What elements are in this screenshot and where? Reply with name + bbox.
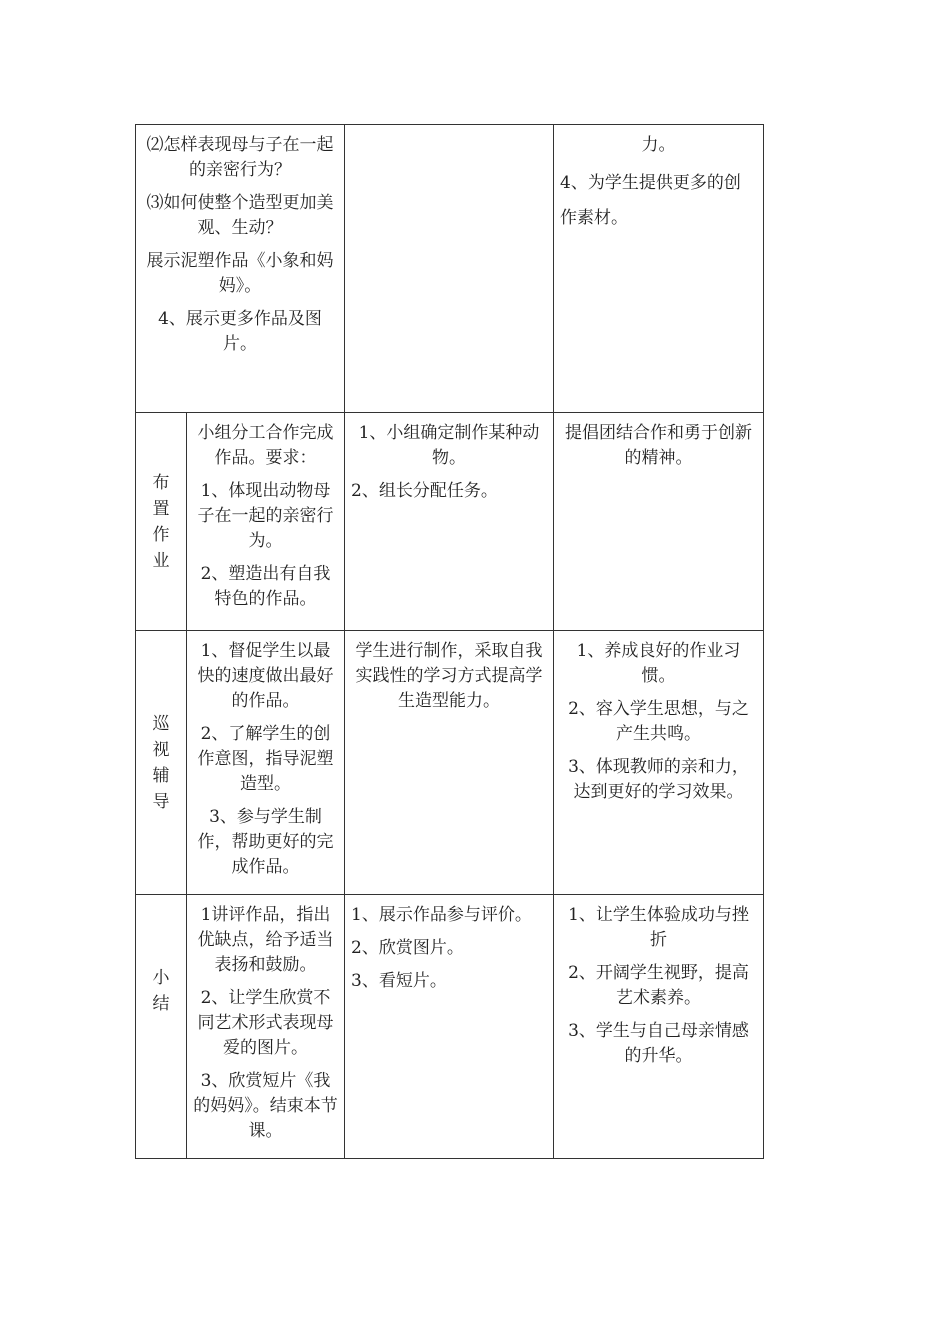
- teacher-text: 1讲评作品，指出优缺点，给予适当表扬和鼓励。: [197, 905, 334, 975]
- table-row: [136, 125, 764, 413]
- purpose-text: 力。: [641, 135, 676, 155]
- design-purpose-cell: [554, 895, 764, 1159]
- teacher-text: 1、体现出动物母子在一起的亲密行为。: [197, 481, 334, 551]
- teacher-text: 2、让学生欣赏不同艺术形式表现母爱的图片。: [197, 988, 334, 1058]
- table-row: [136, 413, 764, 631]
- student-text: 1、小组确定制作某种动物。: [358, 423, 540, 468]
- design-purpose-cell: [554, 125, 764, 413]
- purpose-text: 1、让学生体验成功与挫折: [568, 905, 749, 950]
- student-text: 2、组长分配任务。: [351, 481, 498, 501]
- purpose-text: 1、养成良好的作业习惯。: [576, 641, 741, 686]
- teacher-text: 4、展示更多作品及图片。: [158, 309, 322, 354]
- teacher-text: ⑶如何使整个造型更加美观、生动？: [146, 193, 334, 238]
- purpose-text: 3、体现教师的亲和力，达到更好的学习效果。: [568, 757, 749, 802]
- phase-label: 小结: [152, 968, 170, 1014]
- teacher-activity-cell: [187, 413, 345, 631]
- teacher-activity-cell: [187, 631, 345, 895]
- purpose-text: 2、开阔学生视野，提高艺术素养。: [568, 963, 749, 1008]
- lesson-plan-table: [135, 124, 764, 1159]
- teacher-text: ⑵怎样表现母与子在一起的亲密行为？: [146, 135, 334, 180]
- teacher-text: 1、督促学生以最快的速度做出最好的作品。: [197, 641, 334, 711]
- student-text: 2、欣赏图片。: [351, 938, 464, 958]
- student-text: 3、看短片。: [351, 971, 447, 991]
- student-text: 1、展示作品参与评价。: [351, 905, 532, 925]
- design-purpose-cell: [554, 413, 764, 631]
- phase-label-cell: [136, 413, 187, 631]
- teacher-text: 2、塑造出有自我特色的作品。: [200, 564, 331, 609]
- table-row: [136, 631, 764, 895]
- student-text: 学生进行制作，采取自我实践性的学习方式提高学生造型能力。: [355, 641, 543, 711]
- purpose-text: 4、为学生提供更多的创作素材。: [560, 173, 741, 228]
- student-activity-cell: [345, 631, 554, 895]
- teacher-text: 3、欣赏短片《我的妈妈》。结束本节课。: [193, 1071, 338, 1141]
- student-activity-cell: [345, 125, 554, 413]
- teacher-text: 2、了解学生的创作意图，指导泥塑造型。: [197, 724, 334, 794]
- phase-label-cell: [136, 895, 187, 1159]
- teacher-text: 展示泥塑作品《小象和妈妈》。: [146, 251, 334, 296]
- student-activity-cell: [345, 895, 554, 1159]
- purpose-text: 提倡团结合作和勇于创新的精神。: [565, 423, 752, 468]
- purpose-text: 2、容入学生思想，与之产生共鸣。: [568, 699, 749, 744]
- purpose-text: 3、学生与自己母亲情感的升华。: [568, 1021, 749, 1066]
- phase-label-cell: [136, 631, 187, 895]
- phase-label: 布置作业: [152, 472, 170, 571]
- teacher-activity-cell: [187, 895, 345, 1159]
- student-activity-cell: [345, 413, 554, 631]
- phase-label: 巡视辅导: [152, 713, 170, 812]
- teacher-text: 小组分工合作完成作品。要求：: [197, 423, 334, 468]
- table-row: [136, 895, 764, 1159]
- teacher-text: 3、参与学生制作，帮助更好的完成作品。: [197, 807, 334, 877]
- design-purpose-cell: [554, 631, 764, 895]
- teacher-activity-cell: [136, 125, 345, 413]
